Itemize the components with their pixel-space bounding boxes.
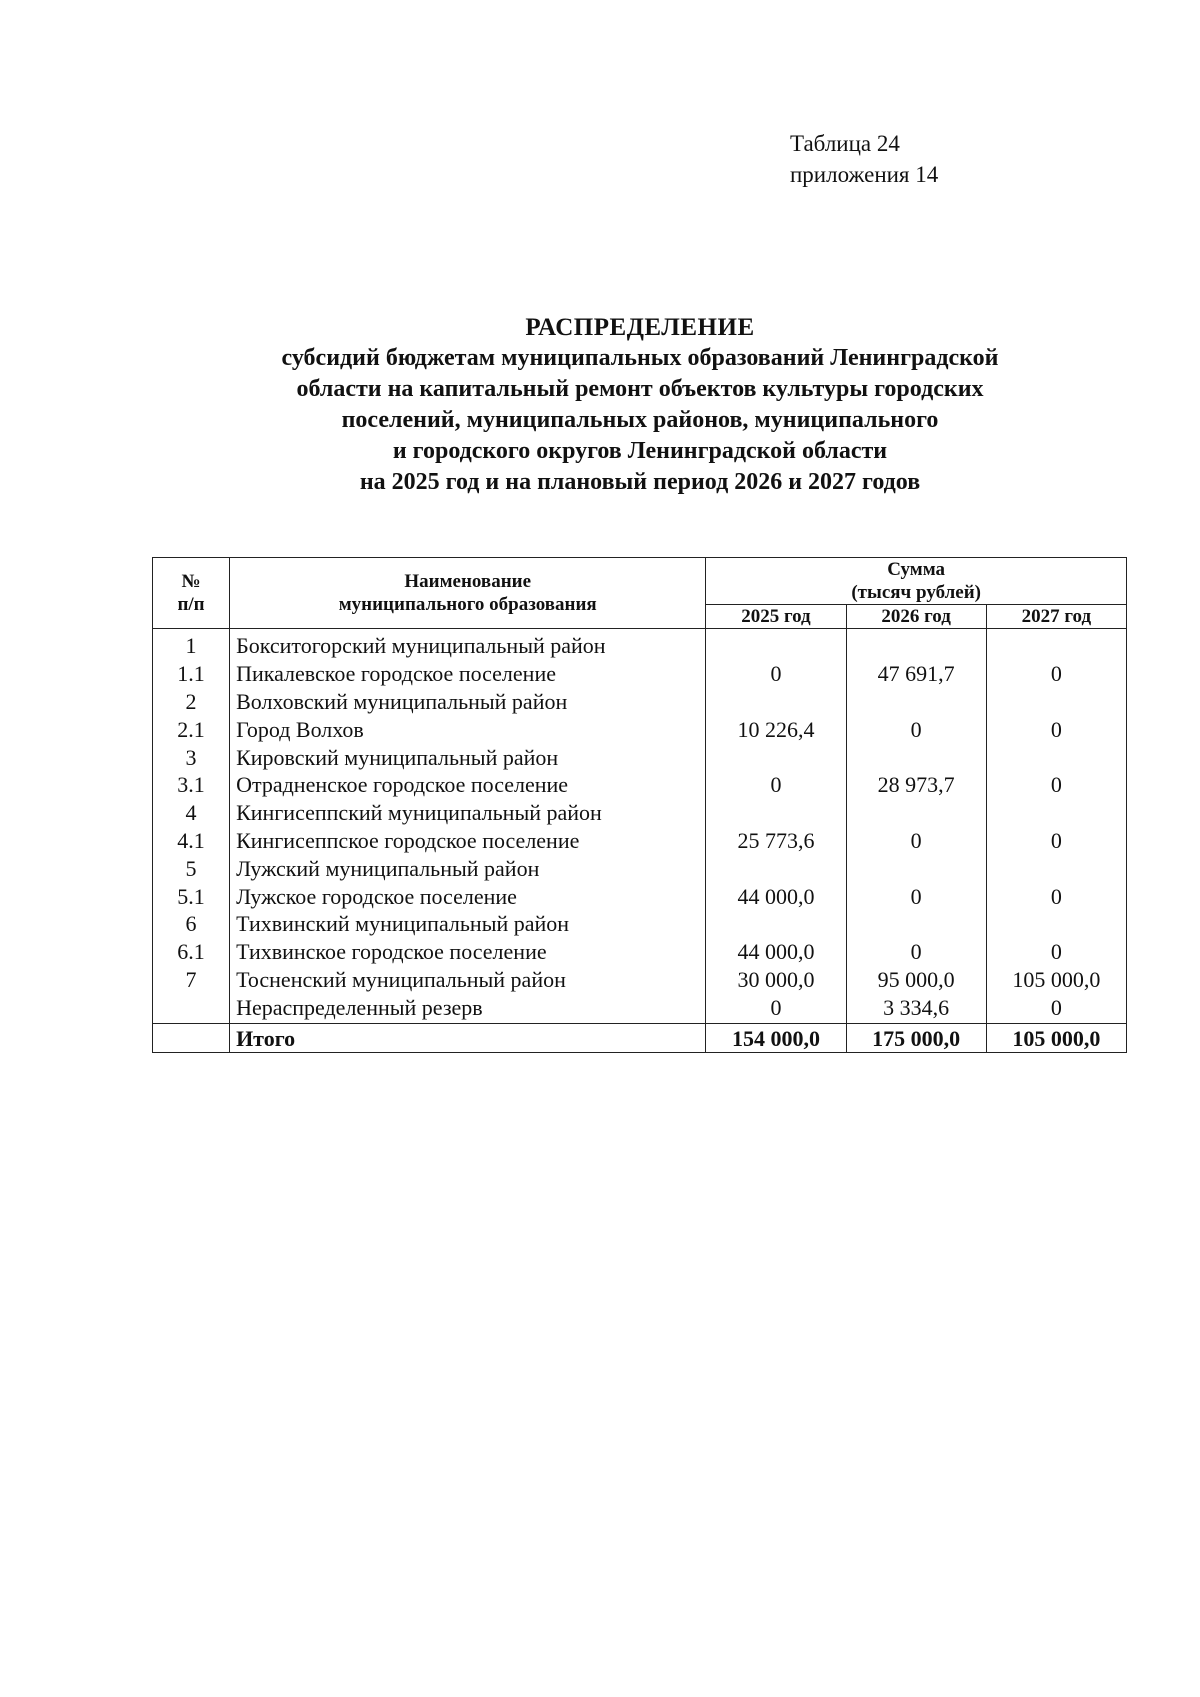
- row-name: Лужский муниципальный район: [230, 854, 706, 882]
- row-name: Город Волхов: [230, 715, 706, 743]
- table-row: [153, 882, 1127, 910]
- row-value-2025: [706, 743, 846, 771]
- distribution-table: [152, 557, 1127, 1053]
- table-row: [153, 688, 1127, 716]
- row-value-2026: 0: [846, 715, 986, 743]
- header-sum-unit: (тысяч рублей): [851, 582, 981, 603]
- row-number: 3.1: [153, 771, 230, 799]
- table-row: [153, 660, 1127, 688]
- row-value-2026: [846, 629, 986, 660]
- row-value-2027: [986, 629, 1126, 660]
- header-name-line2: муниципального образования: [338, 594, 597, 615]
- row-name: Волховский муниципальный район: [230, 688, 706, 716]
- row-name: Кировский муниципальный район: [230, 743, 706, 771]
- row-value-2027: [986, 688, 1126, 716]
- row-value-2027: [986, 910, 1126, 938]
- row-value-2026: 47 691,7: [846, 660, 986, 688]
- total-value-2026: 175 000,0: [846, 1024, 986, 1053]
- row-value-2027: [986, 799, 1126, 827]
- row-number: 2.1: [153, 715, 230, 743]
- appendix-number: приложения 14: [790, 162, 939, 187]
- title-line: и городского округов Ленинградской области: [392, 438, 888, 464]
- row-number: [153, 993, 230, 1023]
- row-name: Кингисеппский муниципальный район: [230, 799, 706, 827]
- row-number: 7: [153, 966, 230, 994]
- row-value-2026: 0: [846, 827, 986, 855]
- table-total-row: [153, 1024, 1127, 1053]
- row-name: Лужское городское поселение: [230, 882, 706, 910]
- total-number-cell: [153, 1024, 230, 1053]
- row-number: 6: [153, 910, 230, 938]
- row-value-2027: 0: [986, 882, 1126, 910]
- row-value-2025: [706, 629, 846, 660]
- header-year-2026: 2026 год: [846, 605, 986, 629]
- total-value-2025: 154 000,0: [706, 1024, 846, 1053]
- row-value-2025: 0: [706, 771, 846, 799]
- row-value-2027: 0: [986, 938, 1126, 966]
- header-name-line1: Наименование: [404, 571, 532, 592]
- row-name: Тихвинское городское поселение: [230, 938, 706, 966]
- row-value-2027: 0: [986, 660, 1126, 688]
- document-title: [150, 312, 1130, 498]
- row-value-2026: [846, 799, 986, 827]
- row-value-2025: 0: [706, 993, 846, 1023]
- header-year-2025: 2025 год: [706, 605, 846, 629]
- row-value-2025: 10 226,4: [706, 715, 846, 743]
- row-value-2026: [846, 910, 986, 938]
- header-number-abbr: п/п: [177, 594, 205, 615]
- title-heading: РАСПРЕДЕЛЕНИЕ: [525, 314, 755, 341]
- header-number-symbol: №: [181, 571, 201, 592]
- title-line: поселений, муниципальных районов, муниципального: [341, 407, 939, 433]
- row-number: 2: [153, 688, 230, 716]
- row-value-2026: 0: [846, 938, 986, 966]
- row-value-2026: [846, 854, 986, 882]
- row-value-2026: [846, 688, 986, 716]
- row-value-2025: [706, 688, 846, 716]
- row-value-2025: [706, 799, 846, 827]
- row-number: 1: [153, 629, 230, 660]
- table-row: [153, 771, 1127, 799]
- row-value-2026: 95 000,0: [846, 966, 986, 994]
- row-name: Нераспределенный резерв: [230, 993, 706, 1023]
- header-year-2027: 2027 год: [986, 605, 1126, 629]
- row-value-2025: [706, 854, 846, 882]
- row-value-2025: 0: [706, 660, 846, 688]
- row-value-2027: [986, 854, 1126, 882]
- row-value-2027: 0: [986, 715, 1126, 743]
- header-name: [230, 558, 706, 629]
- header-sum: [706, 558, 1127, 605]
- table-number: Таблица 24: [790, 131, 900, 156]
- row-number: 3: [153, 743, 230, 771]
- table-row: [153, 854, 1127, 882]
- table-row: [153, 827, 1127, 855]
- table-row: [153, 715, 1127, 743]
- row-name: Кингисеппское городское поселение: [230, 827, 706, 855]
- row-name: Тосненский муниципальный район: [230, 966, 706, 994]
- row-value-2027: [986, 743, 1126, 771]
- row-value-2025: [706, 910, 846, 938]
- row-value-2027: 105 000,0: [986, 966, 1126, 994]
- row-value-2025: 25 773,6: [706, 827, 846, 855]
- table-row: [153, 910, 1127, 938]
- row-name: Бокситогорский муниципальный район: [230, 629, 706, 660]
- row-number: 4: [153, 799, 230, 827]
- row-value-2025: 30 000,0: [706, 966, 846, 994]
- header-number: [153, 558, 230, 629]
- row-value-2026: 0: [846, 882, 986, 910]
- row-number: 5.1: [153, 882, 230, 910]
- row-value-2026: 28 973,7: [846, 771, 986, 799]
- row-value-2027: 0: [986, 993, 1126, 1023]
- table-row: [153, 629, 1127, 660]
- row-value-2026: [846, 743, 986, 771]
- row-number: 6.1: [153, 938, 230, 966]
- total-label: Итого: [230, 1024, 706, 1053]
- row-value-2027: 0: [986, 827, 1126, 855]
- row-value-2026: 3 334,6: [846, 993, 986, 1023]
- total-value-2027: 105 000,0: [986, 1024, 1126, 1053]
- row-number: 1.1: [153, 660, 230, 688]
- title-line: субсидий бюджетам муниципальных образований Ленинградской: [281, 345, 999, 371]
- title-line: на 2025 год и на плановый период 2026 и 2027 годов: [359, 469, 921, 495]
- row-number: 5: [153, 854, 230, 882]
- row-name: Отрадненское городское поселение: [230, 771, 706, 799]
- table-header-row: [153, 558, 1127, 605]
- header-sum-line1: Сумма: [887, 559, 946, 580]
- row-value-2025: 44 000,0: [706, 938, 846, 966]
- row-name: Пикалевское городское поселение: [230, 660, 706, 688]
- row-name: Тихвинский муниципальный район: [230, 910, 706, 938]
- table-row-reserve: [153, 993, 1127, 1023]
- table-row: [153, 743, 1127, 771]
- table-row: [153, 799, 1127, 827]
- table-reference: [790, 128, 938, 190]
- row-value-2025: 44 000,0: [706, 882, 846, 910]
- table-row: [153, 966, 1127, 994]
- title-line: области на капитальный ремонт объектов культуры городских: [296, 376, 984, 402]
- row-number: 4.1: [153, 827, 230, 855]
- table-row: [153, 938, 1127, 966]
- row-value-2027: 0: [986, 771, 1126, 799]
